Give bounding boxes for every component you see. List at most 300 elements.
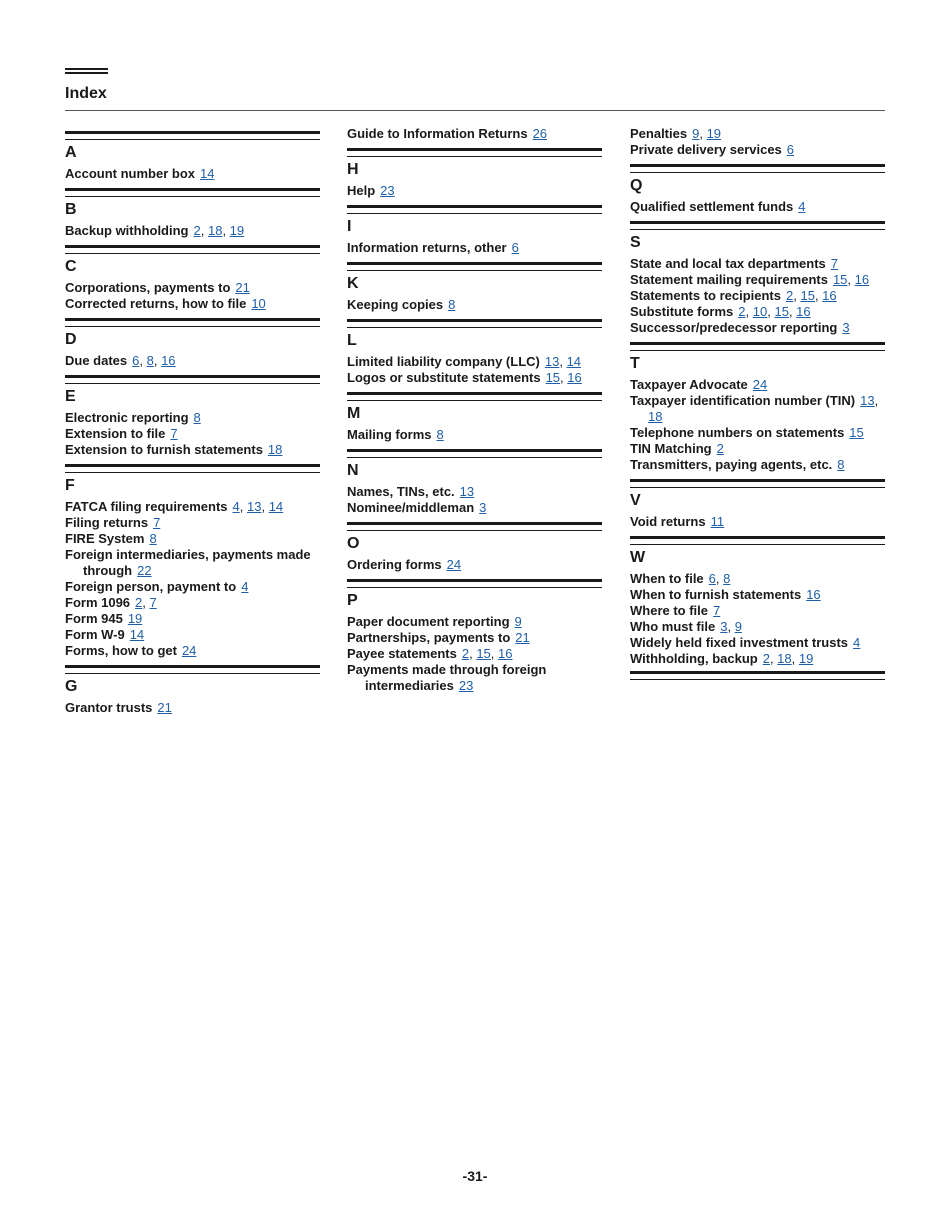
page-references: [545, 354, 581, 369]
page-link[interactable]: 8: [448, 297, 456, 312]
index-term: State and local tax departments: [630, 256, 826, 271]
section-letter: L: [347, 332, 357, 349]
page-references: [831, 256, 838, 271]
index-entry: [347, 646, 602, 662]
index-section-w: [630, 536, 885, 667]
section-letter: I: [347, 218, 352, 235]
page-separator: ,: [769, 651, 778, 666]
section-letter: E: [65, 388, 76, 405]
index-section-q: [630, 164, 885, 215]
page-references: [709, 571, 731, 586]
index-term: Names, TINs, etc.: [347, 484, 455, 499]
page-link[interactable]: 16: [796, 304, 811, 319]
index-term: TIN Matching: [630, 441, 712, 456]
page-link[interactable]: 13: [459, 484, 475, 499]
index-entry: [65, 547, 320, 579]
index-entry: [65, 643, 320, 659]
index-section-m: [347, 392, 602, 443]
page-references: [849, 425, 863, 440]
index-term: Statements to recipients: [630, 288, 781, 303]
index-term: Foreign intermediaries, payments made through: [65, 547, 311, 578]
page-references: [837, 457, 844, 472]
page-link[interactable]: 11: [710, 514, 725, 529]
index-entry: [65, 223, 320, 239]
index-entry: [630, 393, 885, 425]
section-letter: M: [347, 405, 361, 422]
page-link[interactable]: 6: [708, 571, 716, 586]
section-rule: [347, 449, 602, 458]
index-section-t: [630, 342, 885, 473]
section-letter: B: [65, 201, 77, 218]
index-entry: [630, 126, 885, 142]
page-link[interactable]: 2: [135, 595, 143, 610]
section-rule: [65, 375, 320, 384]
index-entry: [630, 320, 885, 336]
index-term: Mailing forms: [347, 427, 432, 442]
page-references: [153, 515, 160, 530]
page-references: [763, 651, 814, 666]
index-entry: [630, 288, 885, 304]
page-link[interactable]: 15: [849, 425, 864, 440]
index-entry: [65, 627, 320, 643]
page-number: -31-: [462, 1168, 488, 1184]
section-rule: [630, 342, 885, 351]
page-link[interactable]: 10: [251, 296, 266, 311]
page-link[interactable]: 9: [734, 619, 742, 634]
page-link[interactable]: 4: [798, 199, 806, 214]
section-letter: A: [65, 144, 77, 161]
index-term: Foreign person, payment to: [65, 579, 237, 594]
page-link[interactable]: 16: [806, 587, 821, 602]
index-section-p: [347, 579, 602, 694]
page-link[interactable]: 9: [514, 614, 522, 629]
index-entry: [347, 557, 602, 573]
page-link[interactable]: 4: [853, 635, 861, 650]
index-column-2: [347, 126, 602, 694]
page-link[interactable]: 8: [723, 571, 731, 586]
page-link[interactable]: 9: [692, 126, 700, 141]
page-link[interactable]: 6: [132, 353, 140, 368]
index-term: Filing returns: [65, 515, 149, 530]
index-entry: [630, 457, 885, 473]
page-separator: ,: [139, 353, 147, 368]
index-section-e: [65, 375, 320, 458]
index-entry: [65, 280, 320, 296]
page-link[interactable]: 16: [567, 370, 582, 385]
index-entry: [347, 354, 602, 370]
page-link[interactable]: 16: [161, 353, 176, 368]
index-term: Paper document reporting: [347, 614, 510, 629]
page-link[interactable]: 15: [800, 288, 815, 303]
section-letter: O: [347, 535, 360, 552]
section-letter: H: [347, 161, 359, 178]
page-references: [692, 126, 721, 141]
index-term: Private delivery services: [630, 142, 782, 157]
page-link[interactable]: 19: [798, 651, 814, 666]
page-references: [515, 630, 529, 645]
section-rule: [65, 188, 320, 197]
index-term: Ordering forms: [347, 557, 442, 572]
index-entry: [630, 635, 885, 651]
section-letter: G: [65, 678, 78, 695]
page-references: [132, 353, 175, 368]
index-term: Extension to file: [65, 426, 166, 441]
page-references: [170, 426, 177, 441]
section-rule: [347, 392, 602, 401]
page-separator: ,: [874, 393, 879, 408]
index-term: Who must file: [630, 619, 716, 634]
page-references: [711, 514, 725, 529]
page-link[interactable]: 21: [157, 700, 172, 715]
page-link[interactable]: 14: [268, 499, 284, 514]
page-link[interactable]: 16: [498, 646, 513, 661]
page-separator: ,: [559, 354, 567, 369]
index-term: Successor/predecessor reporting: [630, 320, 838, 335]
index-term: Payee statements: [347, 646, 457, 661]
index-entry: [65, 611, 320, 627]
section-rule: [65, 464, 320, 473]
index-entry: [347, 240, 602, 256]
page-separator: ,: [239, 499, 247, 514]
index-entry: [630, 377, 885, 393]
page-references: [786, 288, 837, 303]
index-section-n: [347, 449, 602, 516]
page-references: [128, 611, 142, 626]
page-link[interactable]: 18: [267, 442, 283, 457]
page-references: [853, 635, 860, 650]
page-references: [194, 223, 245, 238]
page-references: [241, 579, 248, 594]
page-references: [462, 646, 513, 661]
index-term: Substitute forms: [630, 304, 734, 319]
index-entry: [347, 183, 602, 199]
index-term: When to furnish statements: [630, 587, 802, 602]
page-references: [460, 484, 474, 499]
section-rule: [347, 205, 602, 214]
page-references: [380, 183, 394, 198]
index-term: Grantor trusts: [65, 700, 153, 715]
section-letter: Q: [630, 177, 643, 194]
index-section-k: [347, 262, 602, 313]
index-entry: [630, 619, 885, 635]
index-section-d: [65, 318, 320, 369]
page-references: [787, 142, 794, 157]
page-link[interactable]: 14: [566, 354, 582, 369]
index-entry: [347, 500, 602, 516]
page-link[interactable]: 21: [515, 630, 530, 645]
section-letter: P: [347, 592, 358, 609]
index-section-h: [347, 148, 602, 199]
page-link[interactable]: 23: [458, 678, 474, 693]
page-references: [157, 700, 171, 715]
page-references: [515, 614, 522, 629]
page-title: Index: [65, 85, 107, 102]
page-separator: ,: [745, 304, 753, 319]
page-link[interactable]: 13: [860, 393, 875, 408]
index-term: When to file: [630, 571, 704, 586]
page-link[interactable]: 14: [129, 627, 145, 642]
page-link[interactable]: 4: [232, 499, 240, 514]
section-rule: [65, 245, 320, 254]
index-section-i: [347, 205, 602, 256]
section-letter: C: [65, 258, 77, 275]
index-term: Extension to furnish statements: [65, 442, 263, 457]
page-link[interactable]: 24: [446, 557, 462, 572]
section-letter: W: [630, 549, 646, 566]
page-separator: ,: [788, 304, 797, 319]
index-entry: [65, 595, 320, 611]
index-term: Account number box: [65, 166, 196, 181]
page-link[interactable]: 3: [479, 500, 487, 515]
index-term: Widely held fixed investment trusts: [630, 635, 849, 650]
index-term: Where to file: [630, 603, 709, 618]
page-separator: ,: [715, 571, 724, 586]
page-references: [135, 595, 157, 610]
section-rule: [630, 221, 885, 230]
index-term: Due dates: [65, 353, 128, 368]
index-section-s: [630, 221, 885, 336]
section-letter: F: [65, 477, 75, 494]
index-term: Nominee/middleman: [347, 500, 475, 515]
index-entry: [347, 662, 602, 694]
index-term: Qualified settlement funds: [630, 199, 794, 214]
index-term: Void returns: [630, 514, 706, 529]
page-references: [533, 126, 547, 141]
index-term: Withholding, backup: [630, 651, 758, 666]
page-separator: ,: [727, 619, 735, 634]
index-entry: [630, 514, 885, 530]
index-entry: [65, 353, 320, 369]
index-entry: [65, 531, 320, 547]
index-entry: [65, 700, 320, 716]
page-link[interactable]: 13: [544, 354, 560, 369]
page-separator: ,: [261, 499, 269, 514]
page-link[interactable]: 21: [235, 280, 250, 295]
index-term: Limited liability company (LLC): [347, 354, 540, 369]
page-link[interactable]: 15: [832, 272, 848, 287]
section-rule: [630, 164, 885, 173]
index-term: Corrected returns, how to file: [65, 296, 247, 311]
page-link[interactable]: 8: [146, 353, 154, 368]
index-entry: [630, 272, 885, 288]
page-link[interactable]: 16: [822, 288, 837, 303]
page-link[interactable]: 13: [246, 499, 262, 514]
page-link[interactable]: 8: [149, 531, 157, 546]
page-references: [717, 441, 724, 456]
page-link[interactable]: 2: [786, 288, 794, 303]
page-references: [200, 166, 214, 181]
page-link[interactable]: 7: [149, 595, 157, 610]
index-entry: [347, 370, 602, 386]
page-separator: ,: [699, 126, 707, 141]
page-references: [833, 272, 869, 287]
index-entry: [630, 651, 885, 667]
page-link[interactable]: 6: [786, 142, 795, 157]
section-letter: N: [347, 462, 359, 479]
page-references: [806, 587, 820, 602]
page-references: [149, 531, 156, 546]
section-letter: T: [630, 355, 640, 372]
index-term: Keeping copies: [347, 297, 444, 312]
page-references: [194, 410, 201, 425]
page-link[interactable]: 16: [854, 272, 870, 287]
page-link[interactable]: 24: [181, 643, 197, 658]
page-link[interactable]: 8: [193, 410, 201, 425]
page-references: [713, 603, 720, 618]
page-references: [233, 499, 284, 514]
page-link[interactable]: 3: [720, 619, 728, 634]
section-letter: D: [65, 331, 77, 348]
page-link[interactable]: 7: [713, 603, 721, 618]
page-link[interactable]: 8: [436, 427, 444, 442]
page-separator: ,: [847, 272, 855, 287]
page-references: [182, 643, 196, 658]
section-letter: V: [630, 492, 641, 509]
page-separator: ,: [222, 223, 230, 238]
page-link[interactable]: 14: [200, 166, 215, 181]
page-link[interactable]: 3: [842, 320, 850, 335]
page-link[interactable]: 19: [127, 611, 143, 626]
top-decorative-bar: [65, 68, 108, 74]
page-references: [447, 557, 461, 572]
index-entry: [347, 630, 602, 646]
index-section-continued: [630, 126, 885, 158]
page-references: [720, 619, 742, 634]
index-term: Logos or substitute statements: [347, 370, 541, 385]
index-term: Penalties: [630, 126, 688, 141]
index-entry: [347, 427, 602, 443]
index-term: Help: [347, 183, 376, 198]
page-references: [546, 370, 582, 385]
page-link[interactable]: 18: [777, 651, 792, 666]
page-references: [268, 442, 282, 457]
page-references: [798, 199, 805, 214]
page-link[interactable]: 2: [716, 441, 724, 456]
index-term: Corporations, payments to: [65, 280, 231, 295]
section-rule: [347, 522, 602, 531]
page-link[interactable]: 23: [380, 183, 395, 198]
page-separator: ,: [469, 646, 477, 661]
section-letter: K: [347, 275, 359, 292]
page-separator: ,: [142, 595, 150, 610]
page-link[interactable]: 26: [532, 126, 548, 141]
page-link[interactable]: 6: [511, 240, 519, 255]
section-letter: S: [630, 234, 641, 251]
page-link[interactable]: 8: [837, 457, 845, 472]
page-link[interactable]: 22: [137, 563, 152, 578]
index-entry: [65, 442, 320, 458]
page-link[interactable]: 2: [738, 304, 746, 319]
index-term: Form W-9: [65, 627, 125, 642]
index-entry: [630, 304, 885, 320]
index-term: Transmitters, paying agents, etc.: [630, 457, 833, 472]
page-link[interactable]: 18: [207, 223, 223, 238]
title-divider: [65, 110, 885, 111]
index-term: Payments made through foreign intermediaries: [347, 662, 547, 693]
index-section-c: [65, 245, 320, 312]
section-rule: [347, 262, 602, 271]
index-term: Statement mailing requirements: [630, 272, 828, 287]
index-term: FATCA filing requirements: [65, 499, 228, 514]
index-term: Partnerships, payments to: [347, 630, 511, 645]
index-section-continued: [347, 126, 602, 142]
page-link[interactable]: 7: [170, 426, 178, 441]
page-references: [437, 427, 444, 442]
page-link[interactable]: 15: [774, 304, 789, 319]
index-entry: [347, 297, 602, 313]
index-entry: [65, 166, 320, 182]
section-rule: [347, 579, 602, 588]
page-link[interactable]: 15: [545, 370, 561, 385]
page-separator: ,: [560, 370, 568, 385]
page-link[interactable]: 19: [706, 126, 722, 141]
page-link[interactable]: 7: [830, 256, 839, 271]
index-entry: [65, 515, 320, 531]
index-entry: [347, 484, 602, 500]
index-term: Taxpayer Advocate: [630, 377, 748, 392]
page-references: [235, 280, 249, 295]
page-link[interactable]: 10: [752, 304, 768, 319]
column-end-rule: [630, 671, 885, 680]
section-rule: [65, 665, 320, 674]
page-references: [753, 377, 767, 392]
page-references: [479, 500, 486, 515]
index-column-1: [65, 126, 320, 716]
index-entry: [65, 579, 320, 595]
page-separator: ,: [791, 651, 799, 666]
section-rule: [630, 479, 885, 488]
index-section-b: [65, 188, 320, 239]
index-term: Guide to Information Returns: [347, 126, 528, 141]
page-separator: ,: [153, 353, 162, 368]
page-link[interactable]: 2: [461, 646, 470, 661]
section-rule: [347, 148, 602, 157]
page-separator: ,: [490, 646, 499, 661]
page-references: [738, 304, 810, 319]
index-term: Backup withholding: [65, 223, 189, 238]
page-separator: ,: [793, 288, 801, 303]
section-rule: [347, 319, 602, 328]
index-entry: [630, 142, 885, 158]
index-entry: [630, 603, 885, 619]
index-section-a: [65, 131, 320, 182]
page-link[interactable]: 24: [752, 377, 768, 392]
page-link[interactable]: 15: [476, 646, 491, 661]
index-entry: [65, 499, 320, 515]
page-references: [130, 627, 144, 642]
page-link[interactable]: 19: [229, 223, 245, 238]
index-term: Forms, how to get: [65, 643, 177, 658]
section-rule: [65, 131, 320, 140]
section-rule: [65, 318, 320, 327]
page-link[interactable]: 2: [762, 651, 770, 666]
index-entry: [630, 587, 885, 603]
page-separator: ,: [200, 223, 208, 238]
index-section-g: [65, 665, 320, 716]
index-entry: [65, 410, 320, 426]
index-section-v: [630, 479, 885, 530]
page-link[interactable]: 2: [193, 223, 201, 238]
page-link[interactable]: 7: [153, 515, 161, 530]
index-term: Electronic reporting: [65, 410, 189, 425]
index-term: Form 945: [65, 611, 123, 626]
index-term: Telephone numbers on statements: [630, 425, 845, 440]
page-references: [842, 320, 849, 335]
index-section-f: [65, 464, 320, 659]
page-link[interactable]: 18: [648, 409, 663, 424]
index-entry: [630, 256, 885, 272]
page-link[interactable]: 4: [241, 579, 249, 594]
